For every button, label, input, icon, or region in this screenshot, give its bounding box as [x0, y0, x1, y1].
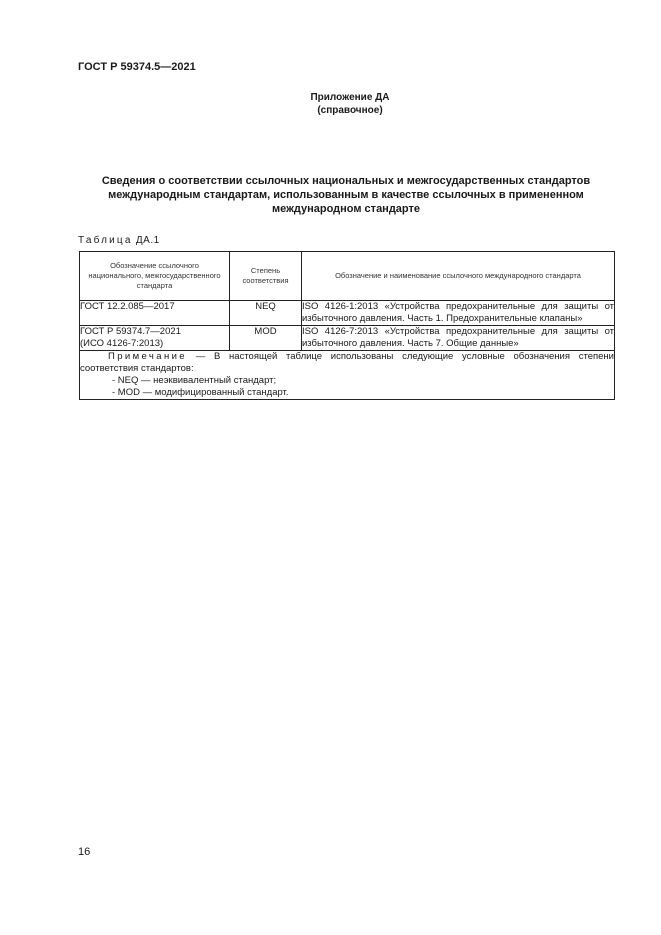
table-note-row: [80, 351, 615, 400]
row-1-international: ISO 4126-1:2013 «Устройства предохранительные для защиты от избыточного давления. Часть 1. Предохранительные клапаны»: [302, 301, 614, 324]
reference-table: [79, 251, 615, 400]
row-2-standard-code: ГОСТ Р 59374.7—2021: [80, 326, 181, 337]
row-1-standard-code: ГОСТ 12.2.085—2017: [80, 301, 175, 312]
page-number: 16: [78, 846, 91, 858]
table-row: [80, 326, 615, 351]
table-note: [80, 351, 615, 400]
row-2-degree: MOD: [230, 326, 302, 351]
note-paragraph: [80, 351, 614, 375]
row-1-standard: [80, 301, 230, 326]
appendix-subtitle: (справочное): [317, 105, 383, 116]
document-code: ГОСТ Р 59374.5—2021: [78, 61, 196, 73]
note-item-mod: - MOD — модифицированный стандарт.: [112, 387, 289, 398]
note-label: Примечание: [108, 351, 187, 362]
note-item-neq: - NEQ — неэквивалентный стандарт;: [112, 375, 277, 386]
table-caption-word: Таблица: [78, 235, 133, 246]
note-text: — В настоящей таблице использованы следующие условные обозначения степени соответствия стандартов:: [80, 351, 614, 374]
row-2-standard-alt: (ИСО 4126-7:2013): [80, 338, 164, 349]
header-international-standard: Обозначение и наименование ссылочного международного стандарта: [302, 252, 615, 301]
header-degree: Степень соответствия: [230, 252, 302, 301]
row-1-degree: NEQ: [230, 301, 302, 326]
section-title: Сведения о соответствии ссылочных национальных и межгосударственных стандартов международным стандартам, использованным в качестве ссылочных в примененном международном стандарте: [101, 175, 591, 215]
table-header-row: [80, 252, 615, 301]
table-row: [80, 301, 615, 326]
table-caption-number: ДА.1: [135, 235, 160, 246]
header-national-standard: Обозначение ссылочного национального, межгосударственного стандарта: [80, 252, 230, 301]
table-caption: [78, 235, 160, 246]
row-2-standard: [80, 326, 230, 351]
row-2-international: ISO 4126-7:2013 «Устройства предохранительные для защиты от избыточного давления. Часть 7. Общие данные»: [302, 326, 614, 349]
appendix-title: Приложение ДА: [310, 92, 390, 103]
appendix-heading: [220, 91, 480, 117]
